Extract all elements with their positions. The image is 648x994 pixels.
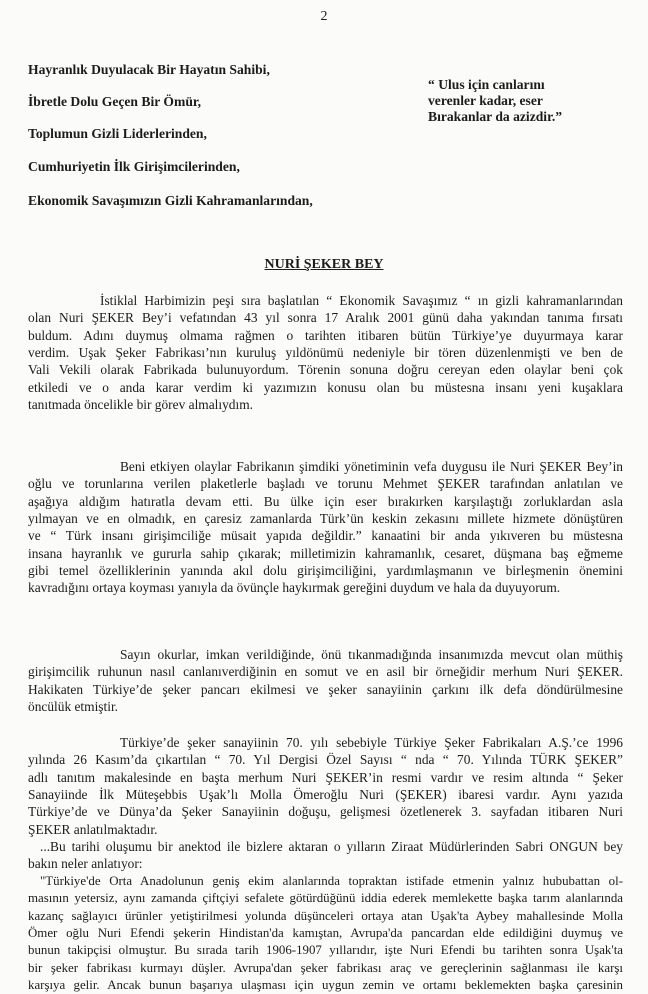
paragraph-p5-line: ...Bu tarihi oluşumu bir anektod ile bizlere aktaran o yılların Ziraat Müdürlerinden Sabri ONGUN bey [40, 839, 623, 854]
paragraph-p5-line: bakın neler anlatıyor: [28, 856, 143, 872]
paragraph-p2-line: aşağıya aldığım hatıratla devam etti. Bu ülke için eser bırakırken karşılaştığı zorluklardan asla [28, 493, 623, 509]
paragraph-p2-line: oğlu ve torunlarına verilen plaketlerle başladı ve torunu Mehmet ŞEKER tarafından anlatılan ve [28, 476, 623, 492]
paragraph-p1-line: olan Nuri ŞEKER Bey’i vefatından 43 yıl sonra 17 Aralık 2001 günü daha yakından tanıma fırsatı [28, 310, 623, 326]
paragraph-p1-line: etkiledi ve o anda karar verdim ki yazımızın konusu olan bu müstesna insanı yeni kuşaklara [28, 379, 623, 395]
section-title: NURİ ŞEKER BEY [264, 257, 384, 272]
paragraph-p3-line: Sayın okurlar, imkan verildiğinde, önü tıkanmadığında insanımızda mevcut olan müthiş [120, 647, 623, 662]
dedication-line: Hayranlık Duyulacak Bir Hayatın Sahibi, [28, 62, 270, 77]
paragraph-p6-line: bunun takipçisi olmuştur. Bu sırada tarih 1906-1907 yıllarıdır, işte Nuri Efendi bu tarihten sonra Uşak'ta [28, 943, 623, 958]
epigraph-line: verenler kadar, eser [428, 93, 543, 108]
paragraph-p1-line: İstiklal Harbimizin peşi sıra başlatılan “ Ekonomik Savaşımız “ ın gizli kahramanlarından [100, 293, 623, 308]
epigraph-line: “ Ulus için canlarını [428, 77, 545, 92]
paragraph-p2-line: Beni etkiyen olaylar Fabrikanın şimdiki yönetiminin vefa duygusu ile Nuri ŞEKER Bey’in [120, 459, 623, 474]
epigraph-line: Bırakanlar da azizdir.” [428, 109, 563, 124]
paragraph-p6-line: masının yetersiz, aynı zamanda çiftçiyi sefalete götürdüğünü iddia ederek memlekette başka tarım alanlarında [28, 891, 623, 906]
page-number: 2 [320, 9, 328, 24]
paragraph-p1-line: verdim. Uşak Şeker Fabrikası’nın kuruluş yıldönümü nedeniyle bir tören düzenlenmişti ve ben de [28, 345, 623, 361]
paragraph-p6-line: Ömer oğlu Nuri Efendi şekerin Hindistan'da kamıştan, Avrupa'da pancardan elde edildiğini duymuş ve [28, 926, 623, 941]
paragraph-p4-line: Sanayiinde İlk Müteşebbis Uşak’lı Molla Ömeroğlu Nuri (ŞEKER) ibaresi vardır. Aynı yazıda [28, 787, 623, 803]
paragraph-p1-line: tanıtmada öncelikle bir görev almalıydım. [28, 397, 253, 413]
paragraph-p4-line: Türkiye’de ve Dünya’da Şeker Sanayiinin doğuşu, gelişmesi özetlenerek 3. sayfadan itibaren Nuri [28, 804, 623, 820]
paragraph-p6-line: kazanç sağlayıcı ürünler yetiştirilmesi yolunda düşünceleri ortaya atan Uşak'ta Aybey mahallesinde Molla [28, 908, 623, 923]
paragraph-p1-line: buldum. Adını duymuş olmama rağmen o tarihten itibaren bütün Türkiye’ye duyurmaya karar [28, 327, 623, 343]
paragraph-p2-line: yılmayan ve en olmadık, en çaresiz zamanlarda Türk’ün keskin zekasını millete hizmete dönüştüren [28, 511, 623, 527]
dedication-line: İbretle Dolu Geçen Bir Ömür, [28, 94, 202, 109]
paragraph-p1-line: Vali Vekili olarak Fabrikada bulunuyordum. Törenin sonuna doğru cereyan eden olaylar beni çok [28, 362, 623, 378]
paragraph-p4-line: ŞEKER anlatılmaktadır. [28, 821, 158, 837]
paragraph-p6-line: "Türkiye'de Orta Anadolunun geniş ekim alanlarında topraktan istifade etmenin yalnız hububattan ol- [40, 874, 623, 888]
paragraph-p3-line: Hakikaten Türkiye’de şeker pancarı ekilmesi ve şeker sanayiinin çarkını ilk defa döndürülmesine [28, 681, 623, 697]
paragraph-p3-line: girişimcilik ruhunun nasıl canlanıverdiğinin en somut ve en asil bir örneğidir merhum Nuri ŞEKER. [28, 664, 623, 680]
dedication-line: Ekonomik Savaşımızın Gizli Kahramanlarından, [28, 193, 313, 208]
paragraph-p4-line: yılında 26 Kasım’da çıkartılan “ 70. Yıl Dergisi Özel Sayısı “ nda “ 70. Yılında TÜRK ŞEKER” [28, 752, 623, 768]
paragraph-p6-line: bir şeker fabrikası kurmayı düşler. Avrupa'dan şeker fabrikası araç ve gereçlerinin sağlanması ile karşı [28, 960, 623, 975]
paragraph-p2-line: ve “ Türk insanı girişimciliğe müsait yapıda değildir.” kanaatini bir anda yıkıveren bu müstesna [28, 528, 623, 544]
paragraph-p2-line: gibi temel özelliklerinin yanında akıl dolu girişimciliğini, yardımlaşmanın ve birleşmenin önemini [28, 563, 623, 579]
paragraph-p4-line: adlı tanıtım makalesinde en başta merhum Nuri ŞEKER’in resmi vardır ve resim altında “ Şeker [28, 769, 623, 785]
paragraph-p6-line: karşıya gelir. Ancak bunun başarıya ulaşması için uygun zemin ve ortamı beklemekten başka çaresinin [28, 978, 623, 993]
dedication-line: Cumhuriyetin İlk Girişimcilerinden, [28, 159, 240, 174]
paragraph-p4-line: Türkiye’de şeker sanayiinin 70. yılı sebebiyle Türkiye Şeker Fabrikaları A.Ş.’ce 1996 [120, 735, 623, 750]
paragraph-p2-line: insana hayranlık ve gururla sahip çıkarak; milletimizin kahramanlık, cesaret, düşmana baş eğmeme [28, 545, 623, 561]
paragraph-p2-line: kavradığını ortaya koyması yanıyla da övünçle haykırmak gereğini duydum ve hala da duyuyorum. [28, 580, 561, 596]
paragraph-p3-line: öncülük etmiştir. [28, 699, 119, 715]
dedication-line: Toplumun Gizli Liderlerinden, [28, 126, 207, 141]
